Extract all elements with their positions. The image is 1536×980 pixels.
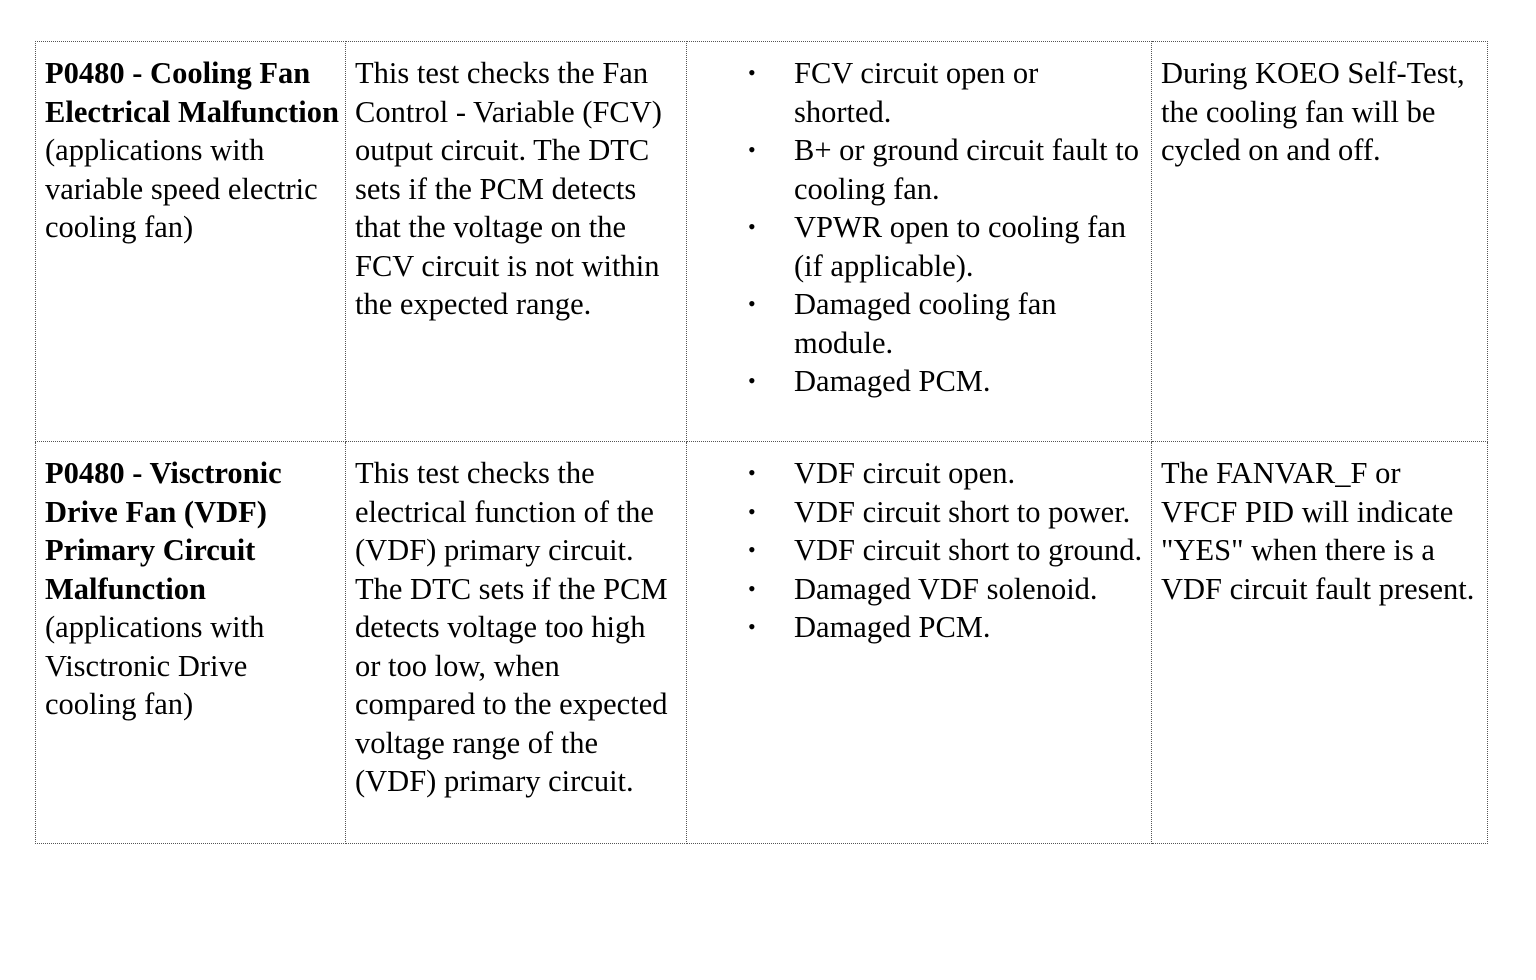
list-item xyxy=(696,131,1143,208)
list-item xyxy=(696,531,1143,570)
bullet-icon: • xyxy=(748,291,756,316)
cause-list xyxy=(696,54,1143,401)
list-item xyxy=(696,493,1143,532)
cause-text: Damaged PCM. xyxy=(794,364,991,398)
list-item xyxy=(696,570,1143,609)
cause-text: VDF circuit short to ground. xyxy=(794,533,1143,567)
dtc-comment: During KOEO Self-Test, the cooling fan will be cycled on and off. xyxy=(1161,56,1465,167)
list-item xyxy=(696,608,1143,647)
dtc-comment-cell xyxy=(1152,42,1488,442)
bullet-icon: • xyxy=(748,368,756,393)
dtc-description-cell xyxy=(346,442,687,844)
dtc-comment: The FANVAR_F or VFCF PID will indicate "YES" when there is a VDF circuit fault present. xyxy=(1161,456,1475,606)
dtc-application-note: (applications with variable speed electric cooling fan) xyxy=(45,133,318,244)
cause-text: Damaged cooling fan module. xyxy=(794,287,1057,360)
bullet-icon: • xyxy=(748,575,756,601)
dtc-title: P0480 - Visctronic Drive Fan (VDF) Primary Circuit Malfunction xyxy=(45,456,282,606)
bullet-icon: • xyxy=(748,214,756,239)
cause-list xyxy=(696,454,1143,647)
cause-text: VDF circuit short to power. xyxy=(794,494,1131,529)
cause-text: Damaged VDF solenoid. xyxy=(794,571,1098,606)
list-item xyxy=(696,54,1143,131)
bullet-icon: • xyxy=(748,460,756,485)
dtc-comment-cell xyxy=(1152,442,1488,844)
dtc-code-cell xyxy=(36,42,346,442)
dtc-application-note: (applications with Visctronic Drive cooling fan) xyxy=(45,610,265,721)
list-item xyxy=(696,362,1143,401)
dtc-code-cell xyxy=(36,442,346,844)
table-row xyxy=(36,442,1488,844)
bullet-icon: • xyxy=(748,137,756,162)
cause-text: B+ or ground circuit fault to cooling fan. xyxy=(794,133,1140,206)
cause-text: VDF circuit open. xyxy=(794,456,1016,490)
list-item xyxy=(696,285,1143,362)
dtc-description: This test checks the electrical function of the (VDF) primary circuit. The DTC sets if the PCM detects voltage too high or too low, when compared to the expected voltage range of the (VDF) primary circuit. xyxy=(355,456,668,798)
table-row xyxy=(36,42,1488,442)
cause-text: VPWR open to cooling fan (if applicable). xyxy=(794,210,1127,283)
dtc-title: P0480 - Cooling Fan Electrical Malfunction xyxy=(45,56,339,129)
list-item xyxy=(696,208,1143,285)
bullet-icon: • xyxy=(748,60,756,85)
dtc-description-cell xyxy=(346,42,687,442)
dtc-causes-cell xyxy=(687,442,1152,844)
cause-text: Damaged PCM. xyxy=(794,610,991,644)
list-item xyxy=(696,454,1143,493)
dtc-causes-cell xyxy=(687,42,1152,442)
bullet-icon: • xyxy=(748,614,756,639)
dtc-description: This test checks the Fan Control - Variable (FCV) output circuit. The DTC sets if the PCM detects that the voltage on the FCV circuit is not within the expected range. xyxy=(355,56,662,321)
bullet-icon: • xyxy=(748,537,756,562)
bullet-icon: • xyxy=(748,498,756,524)
cause-text: FCV circuit open or shorted. xyxy=(794,56,1039,129)
dtc-table xyxy=(35,41,1488,844)
